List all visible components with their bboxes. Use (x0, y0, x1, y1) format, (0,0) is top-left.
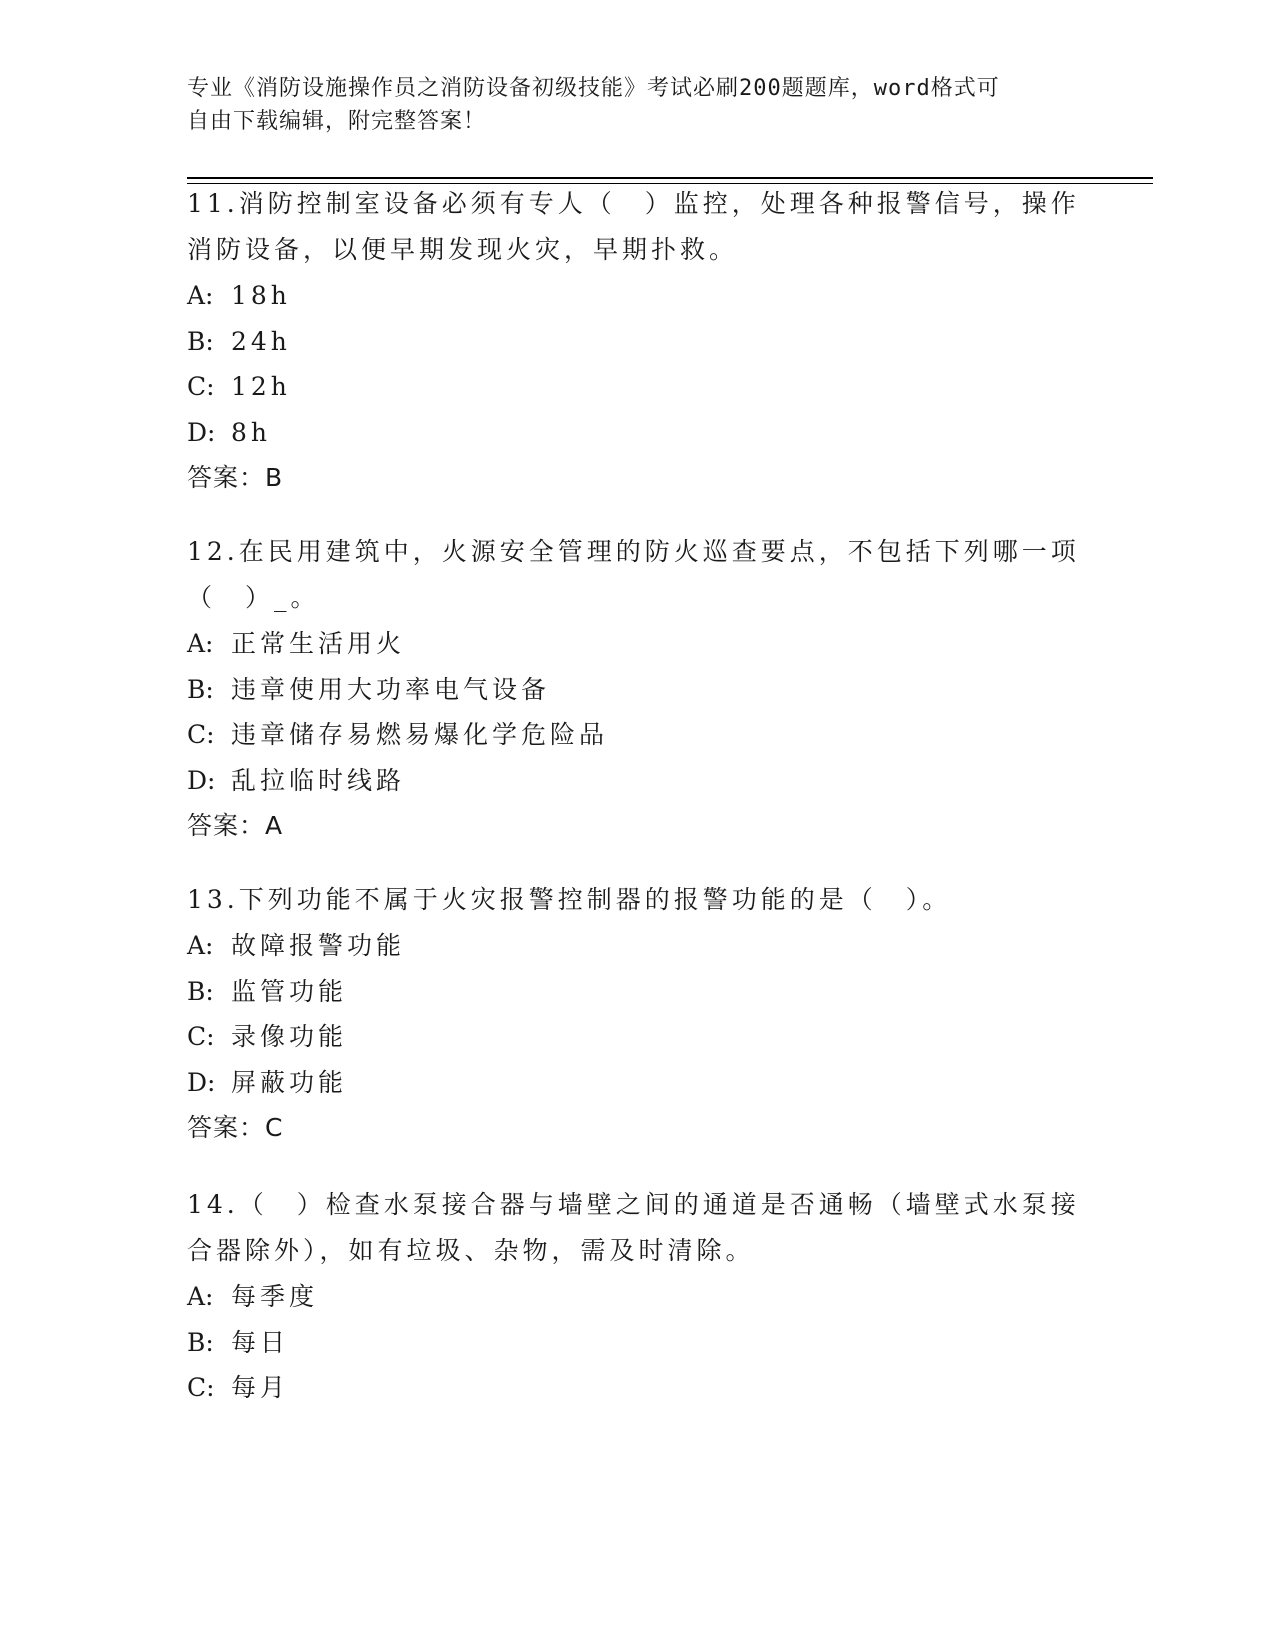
option-a (187, 1274, 1087, 1320)
option-text: 监管功能 (231, 976, 348, 1006)
option-letter: C: (187, 1022, 215, 1051)
option-letter: A: (187, 629, 214, 658)
question-text-line-2: 消防设备，以便早期发现火灾，早期扑救。 (187, 235, 739, 264)
header-line-2: 自由下载编辑，附完整答案！ (187, 109, 487, 134)
document-header (187, 72, 1087, 138)
option-letter: D: (187, 765, 216, 795)
question-text-line-1: 11.消防控制室设备必须有专人（ ）监控，处理各种报警信号，操作 (187, 189, 1080, 218)
option-text: 12h (231, 372, 291, 401)
question-text-line-1: 12.在民用建筑中，火源安全管理的防火巡查要点，不包括下列哪一项 (187, 537, 1080, 566)
option-c (187, 1014, 1087, 1060)
option-letter: D: (187, 417, 216, 447)
option-letter: B: (187, 1327, 214, 1357)
option-letter: C: (187, 372, 215, 401)
option-letter: B: (187, 976, 214, 1006)
option-a (187, 923, 1087, 969)
option-letter: B: (187, 326, 214, 356)
option-b (187, 969, 1087, 1015)
option-letter: A: (187, 281, 214, 310)
option-b (187, 319, 1087, 365)
option-text: 录像功能 (231, 1022, 348, 1051)
option-c (187, 364, 1087, 410)
option-c (187, 1365, 1087, 1411)
option-b (187, 667, 1087, 713)
option-text: 违章储存易燃易爆化学危险品 (231, 720, 609, 749)
option-d (187, 758, 1087, 804)
question-text-line-1: 13.下列功能不属于火灾报警控制器的报警功能的是（ ）。 (187, 885, 952, 914)
option-text: 24h (231, 326, 291, 356)
header-line-1: 专业《消防设施操作员之消防设备初级技能》考试必刷200题题库，word格式可 (187, 76, 1000, 101)
option-text: 正常生活用火 (231, 629, 406, 658)
option-d (187, 1060, 1087, 1106)
answer-label: 答案：C (187, 1113, 284, 1142)
question-text-line-2: 合器除外），如有垃圾、杂物，需及时清除。 (187, 1236, 755, 1265)
option-text: 违章使用大功率电气设备 (231, 674, 551, 704)
option-text: 乱拉临时线路 (231, 765, 406, 795)
header-divider-thick (187, 177, 1153, 179)
option-a (187, 273, 1087, 319)
option-text: 每日 (231, 1327, 290, 1357)
option-b (187, 1320, 1087, 1366)
answer-label: 答案：B (187, 463, 284, 492)
option-letter: D: (187, 1067, 216, 1097)
option-letter: A: (187, 1282, 214, 1311)
option-d (187, 410, 1087, 456)
option-text: 每季度 (231, 1282, 319, 1311)
option-letter: C: (187, 720, 215, 749)
question-13 (187, 877, 1087, 1149)
answer-label: 答案：A (187, 811, 284, 840)
option-c (187, 712, 1087, 758)
option-letter: C: (187, 1373, 215, 1402)
option-letter: B: (187, 674, 214, 704)
question-text-line-2: （ ）_。 (187, 583, 320, 612)
option-letter: A: (187, 931, 214, 960)
option-text: 18h (231, 281, 291, 310)
question-12 (187, 529, 1087, 847)
question-11 (187, 181, 1087, 499)
question-14 (187, 1182, 1087, 1411)
option-text: 屏蔽功能 (231, 1067, 348, 1097)
question-text-line-1: 14.（ ）检查水泵接合器与墙壁之间的通道是否通畅（墙壁式水泵接 (187, 1190, 1080, 1219)
option-text: 8h (231, 417, 272, 447)
option-a (187, 621, 1087, 667)
option-text: 每月 (231, 1373, 290, 1402)
option-text: 故障报警功能 (231, 931, 406, 960)
